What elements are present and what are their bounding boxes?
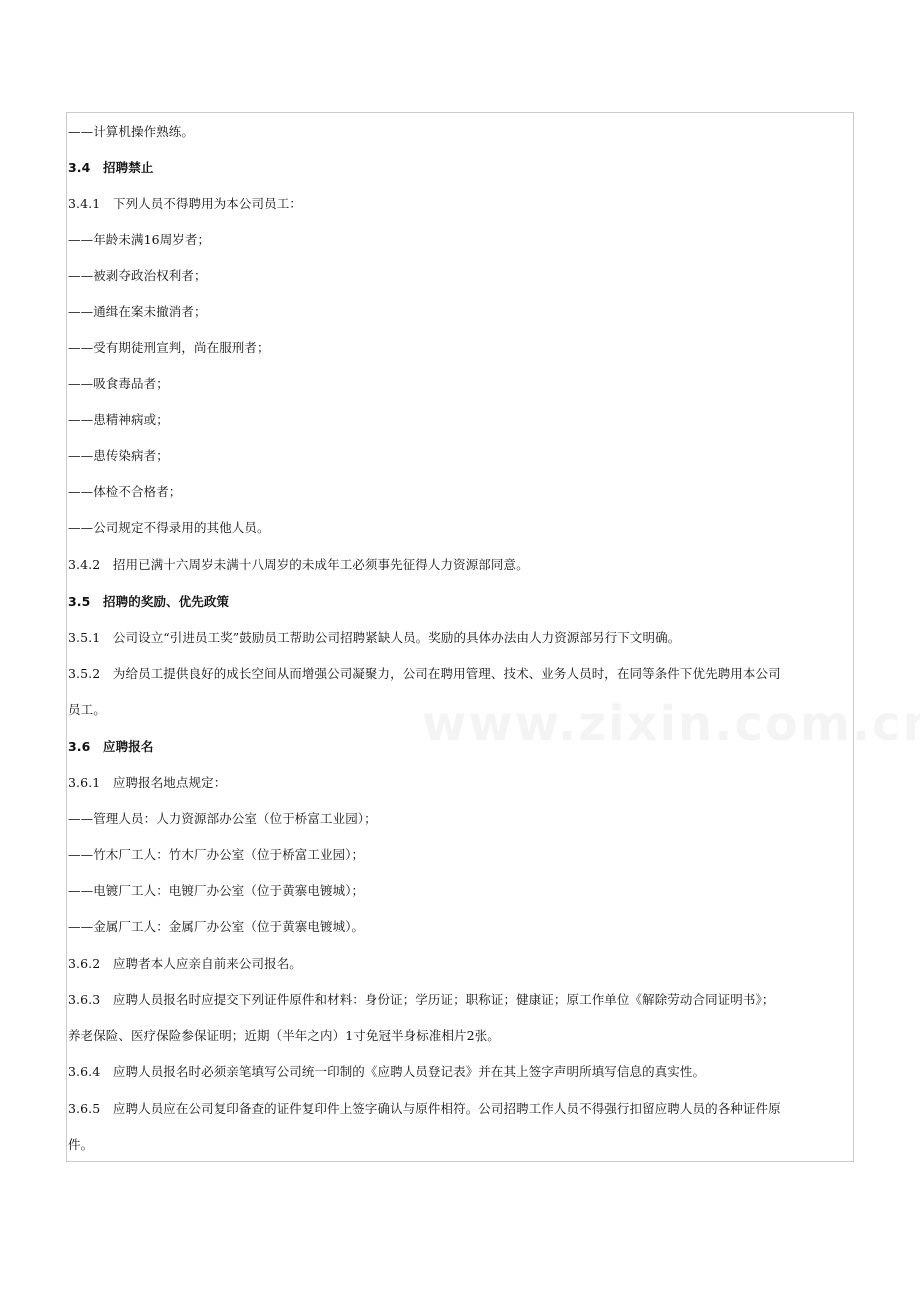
text-line: ——管理人员：人力资源部办公室（位于桥富工业园）； bbox=[68, 811, 377, 826]
text-line: 3.6.5 应聘人员应在公司复印备查的证件复印件上签字确认与原件相符。公司招聘工作人员不得强行扣留应聘人员的各种证件原 bbox=[68, 1101, 781, 1116]
section-heading: 3.5 招聘的奖励、优先政策 bbox=[68, 594, 230, 609]
text-line: 件。 bbox=[68, 1137, 94, 1152]
text-line: 3.6.4 应聘人员报名时必须亲笔填写公司统一印制的《应聘人员登记表》并在其上签字声明所填写信息的真实性。 bbox=[68, 1064, 706, 1079]
text-line: ——吸食毒品者； bbox=[68, 376, 169, 391]
text-line: 养老保险、医疗保险参保证明；近期（半年之内）1寸免冠半身标准相片2张。 bbox=[68, 1028, 500, 1043]
document-frame bbox=[66, 112, 854, 1162]
text-line: ——金属厂工人：金属厂办公室（位于黄寨电镀城）。 bbox=[68, 919, 365, 934]
text-line: 3.5.1 公司设立“引进员工奖”鼓励员工帮助公司招聘紧缺人员。奖励的具体办法由人力资源部另行下文明确。 bbox=[68, 630, 681, 645]
section-heading: 3.4 招聘禁止 bbox=[68, 160, 154, 175]
text-line: ——患精神病或； bbox=[68, 412, 169, 427]
text-line: ——患传染病者； bbox=[68, 448, 169, 463]
text-line: ——公司规定不得录用的其他人员。 bbox=[68, 520, 270, 535]
text-line: 3.6.2 应聘者本人应亲自前来公司报名。 bbox=[68, 956, 302, 971]
text-line: 3.6.1 应聘报名地点规定： bbox=[68, 775, 227, 790]
text-line: ——通缉在案未撤消者； bbox=[68, 304, 207, 319]
text-line: 员工。 bbox=[68, 702, 106, 717]
text-line: ——计算机操作熟练。 bbox=[68, 124, 195, 139]
text-line: 3.6.3 应聘人员报名时应提交下列证件原件和材料：身份证；学历证；职称证；健康证；原工作单位《解除劳动合同证明书》； bbox=[68, 992, 775, 1007]
section-heading: 3.6 应聘报名 bbox=[68, 739, 154, 754]
text-line: 3.4.1 下列人员不得聘用为本公司员工： bbox=[68, 196, 302, 211]
text-line: ——年龄未满16周岁者； bbox=[68, 232, 211, 247]
text-line: 3.5.2 为给员工提供良好的成长空间从而增强公司凝聚力，公司在聘用管理、技术、业务人员时，在同等条件下优先聘用本公司 bbox=[68, 666, 781, 681]
text-line: 3.4.2 招用已满十六周岁未满十八周岁的未成年工必须事先征得人力资源部同意。 bbox=[68, 557, 529, 572]
text-line: ——受有期徒刑宣判，尚在服刑者； bbox=[68, 340, 270, 355]
text-line: ——体检不合格者； bbox=[68, 484, 182, 499]
text-line: ——竹木厂工人：竹木厂办公室（位于桥富工业园）； bbox=[68, 847, 365, 862]
text-line: ——被剥夺政治权利者； bbox=[68, 268, 207, 283]
text-line: ——电镀厂工人：电镀厂办公室（位于黄寨电镀城）； bbox=[68, 883, 365, 898]
